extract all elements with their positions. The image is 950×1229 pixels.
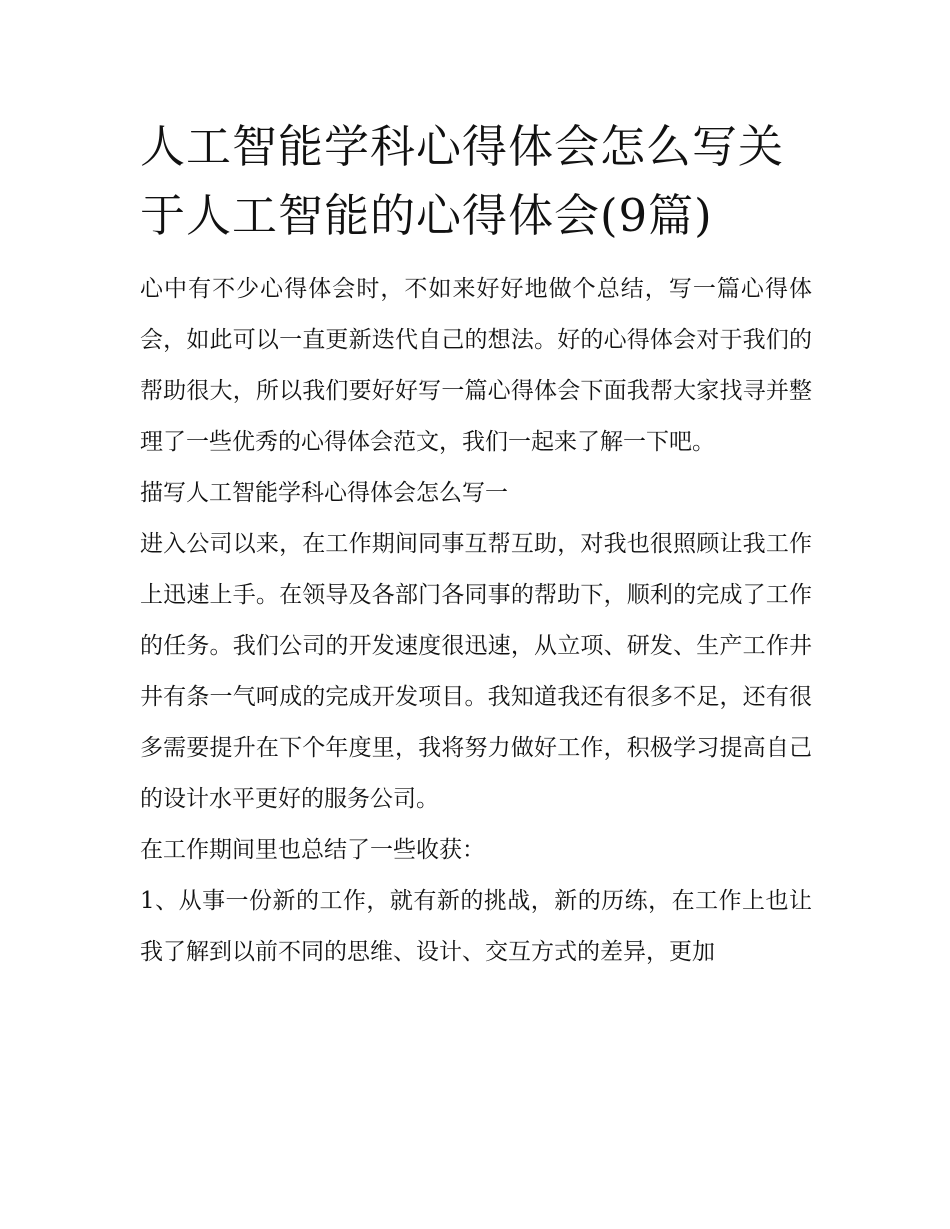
body-paragraph: 在工作期间里也总结了一些收获： [140, 837, 485, 863]
document-title: 人工智能学科心得体会怎么写关于人工智能的心得体会(9篇) [140, 120, 785, 242]
body-paragraph: 1、从事一份新的工作，就有新的挑战，新的历练，在工作上也让我了解到以前不同的思维、设计、交互方式的差异，更加 [140, 888, 812, 965]
document-body [140, 112, 812, 978]
body-paragraph: 进入公司以来，在工作期间同事互帮互助，对我也很照顾让我工作上迅速上手。在领导及各部门各同事的帮助下，顺利的完成了工作的任务。我们公司的开发速度很迅速，从立项、研发、生产工作井井有条一气呵成的完成开发项目。我知道我还有很多不足，还有很多需要提升在下个年度里，我将努力做好工作，积极学习提高自己的设计水平更好的服务公司。 [140, 531, 812, 812]
section-heading: 描写人工智能学科心得体会怎么写一 [140, 480, 508, 506]
intro-paragraph: 心中有不少心得体会时，不如来好好地做个总结，写一篇心得体会，如此可以一直更新迭代自己的想法。好的心得体会对于我们的帮助很大，所以我们要好好写一篇心得体会下面我帮大家找寻并整理了一些优秀的心得体会范文，我们一起来了解一下吧。 [140, 276, 812, 455]
